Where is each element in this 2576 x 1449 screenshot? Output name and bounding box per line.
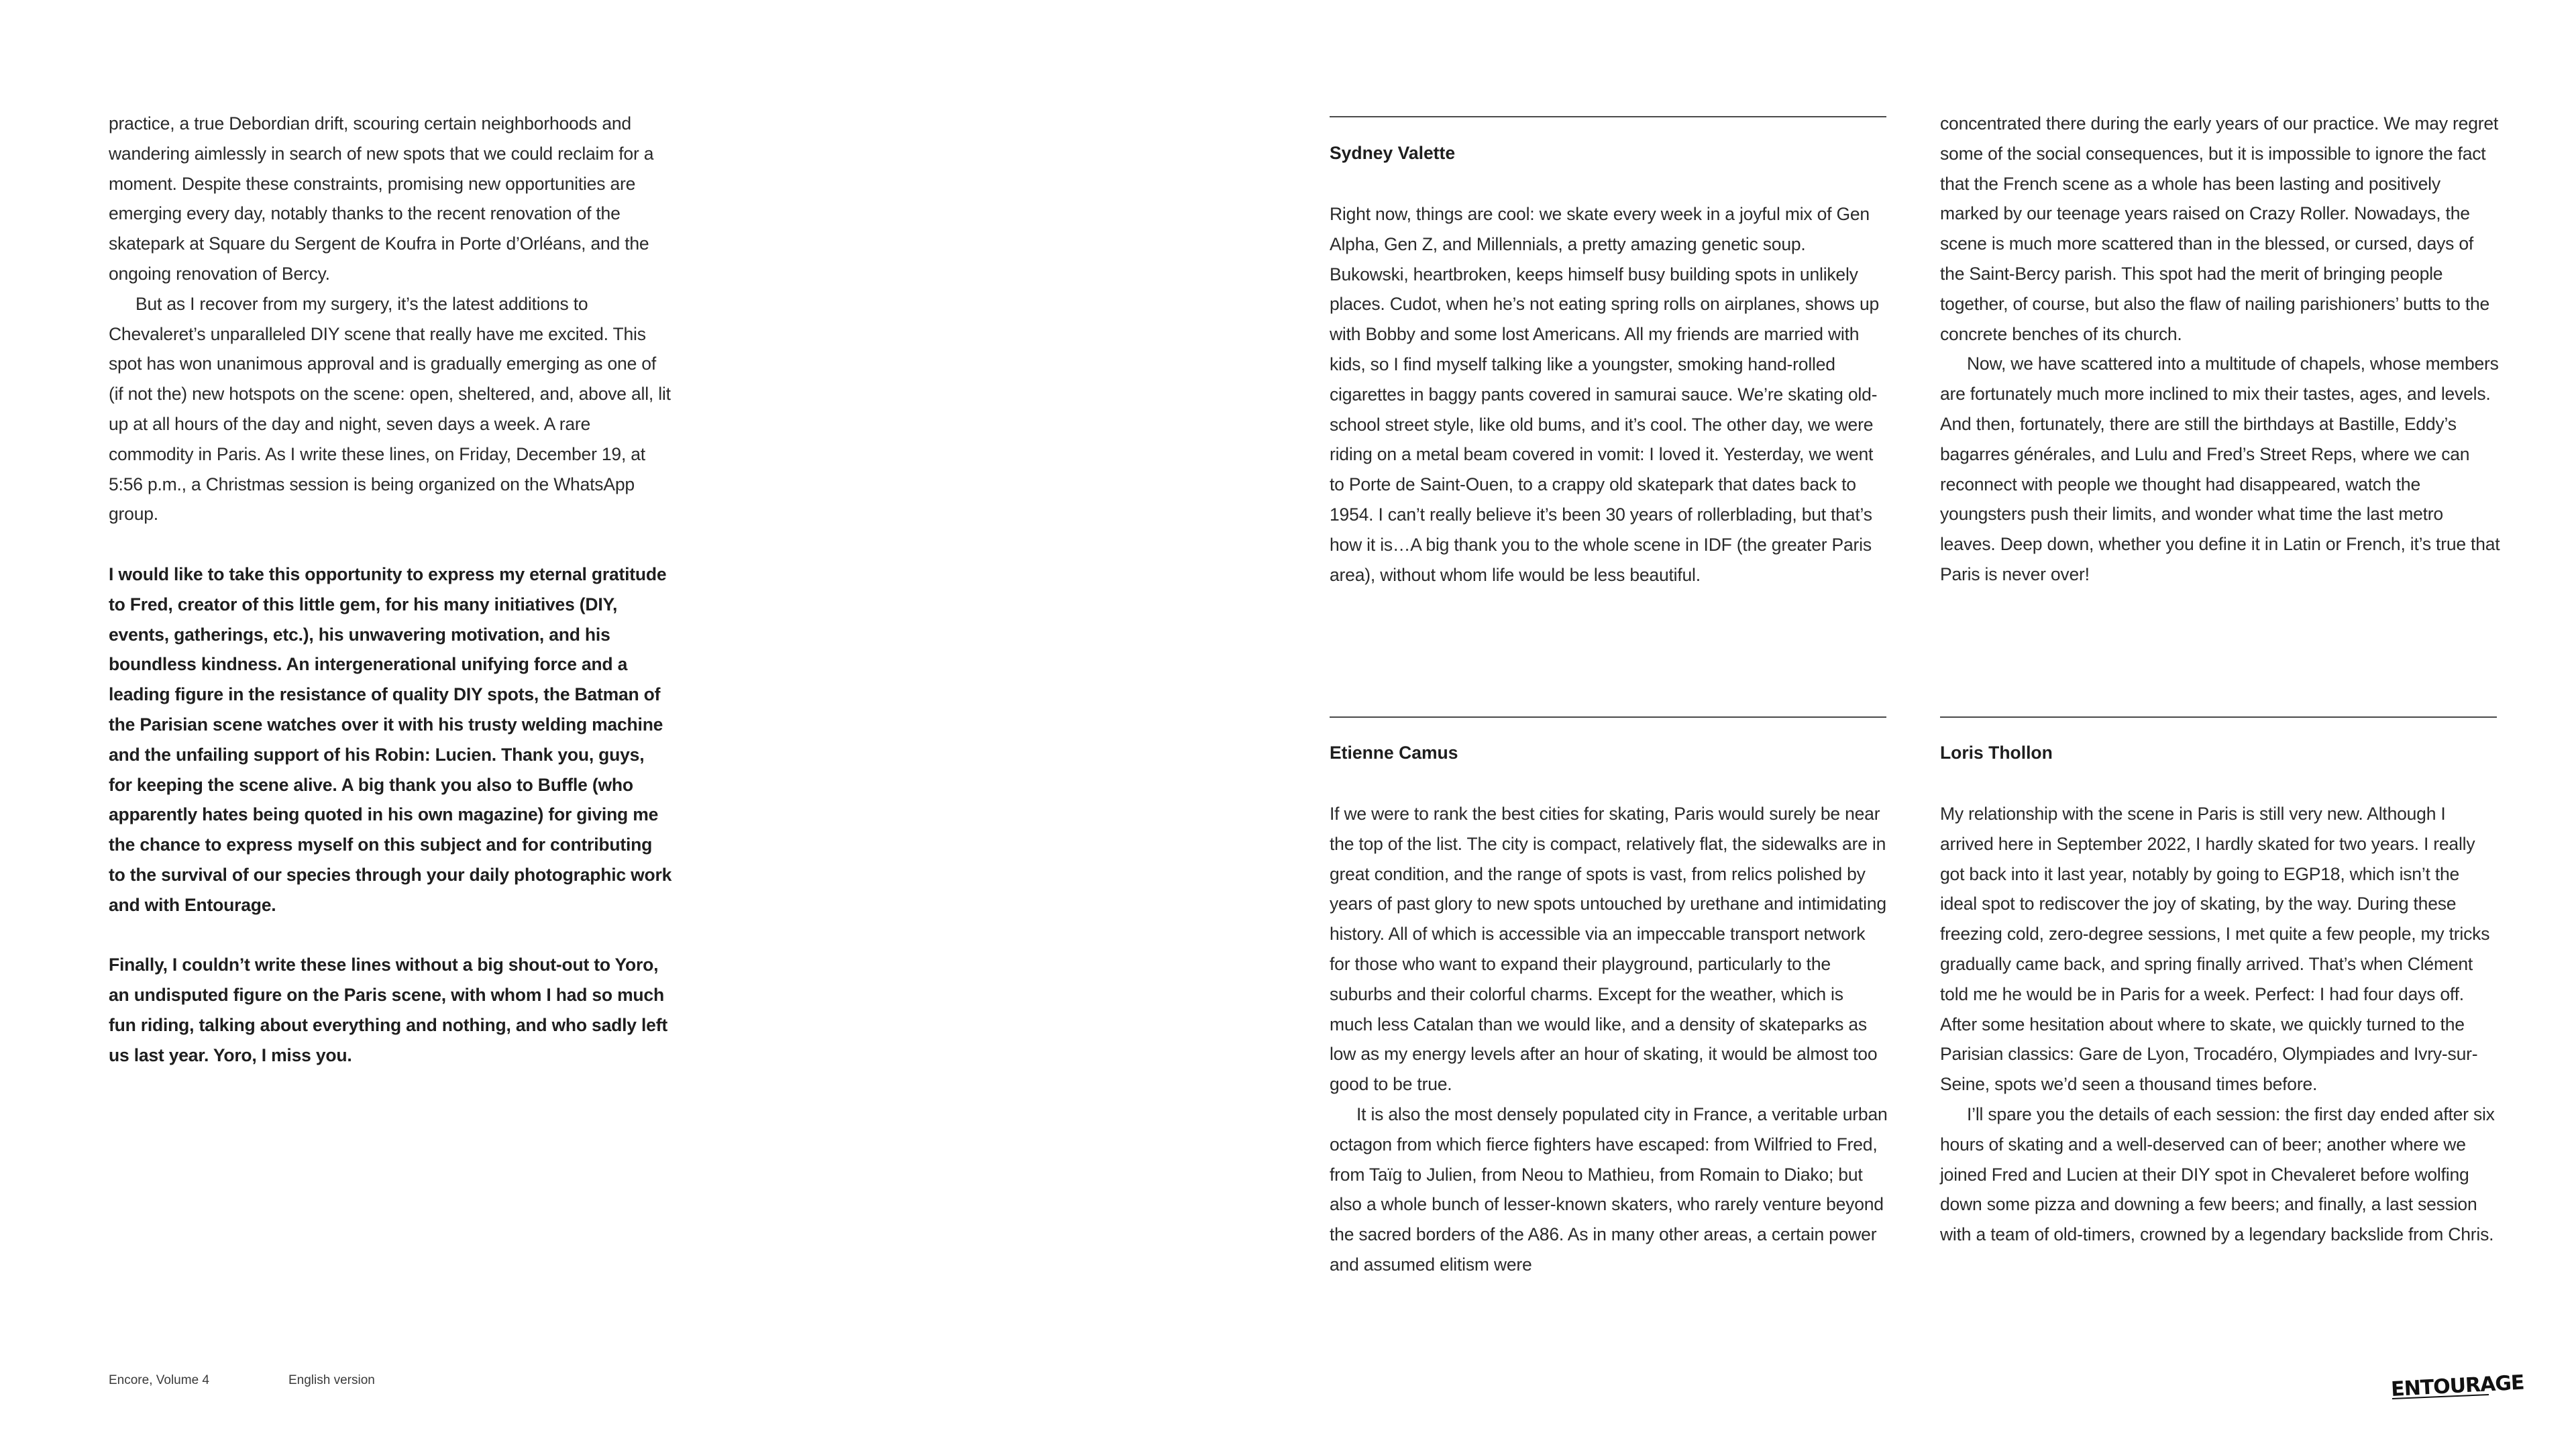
left-paragraph-1: practice, a true Debordian drift, scouring certain neighborhoods and wandering aimlessly in search of new spots that we could reclaim for a moment. Despite these constraints, promising new opportunities are emerging every day, notably thanks to the recent renovation of the skatepark at Square du Sergent de Koufra in Porte d’Orléans, and the ongoing renovation of Bercy. bbox=[109, 113, 654, 284]
author-name-loris: Loris Thollon bbox=[1940, 743, 2053, 763]
footer-publication: Encore, Volume 4 bbox=[109, 1373, 209, 1387]
acknowledgment-paragraph: I would like to take this opportunity to express my eternal gratitude to Fred, creator of this little gem, for his many initiatives (DIY, events, gatherings, etc.), his unwavering motivation, and his boundless kindness. An intergenerational unifying force and a leading figure in the resistance of quality DIY spots, the Batman of the Parisian scene watches over it with his trusty welding machine and the unfailing support of his Robin: Lucien. Thank you, guys, for keeping the scene alive. A big thank you also to Buffle (who apparently hates being quoted in his own magazine) for giving me the chance to express myself on this subject and for contributing to the survival of our species through your daily photographic work and with Entourage. bbox=[109, 564, 672, 915]
footer-edition: English version bbox=[288, 1373, 375, 1387]
etienne-paragraph-1: If we were to rank the best cities for skating, Paris would surely be near the top of the list. The city is compact, relatively flat, the sidewalks are in great condition, and the range of spots is vast, from relics polished by years of past glory to new spots untouched by urethane and intimidating history. All of which is accessible via an impeccable transport network for those who want to expand their playground, particularly to the suburbs and their colorful charms. Except for the weather, which is much less Catalan than we would like, and a density of skateparks as low as my energy levels after an hour of skating, it would be almost too good to be true. bbox=[1330, 804, 1886, 1095]
right-top-paragraph-2: Now, we have scattered into a multitude of chapels, whose members are fortunately much more inclined to mix their tastes, ages, and levels. And then, fortunately, there are still the birthdays at Bastille, Eddy’s bagarres générales, and Lulu and Fred’s Street Reps, where we can reconnect with people we thought had disappeared, watch the youngsters push their limits, and wonder what time the last metro leaves. Deep down, whether you define it in Latin or French, it’s true that Paris is never over! bbox=[1940, 354, 2500, 584]
sydney-paragraph: Right now, things are cool: we skate every week in a joyful mix of Gen Alpha, Gen Z, and Millennials, a pretty amazing genetic soup. Bukowski, heartbroken, keeps himself busy building spots in unlikely places. Cudot, when he’s not eating spring rolls on airplanes, shows up with Bobby and some lost Americans. All my friends are married with kids, so I find myself talking like a youngster, smoking hand-rolled cigarettes in baggy pants covered in samurai sauce. We’re skating old-school street style, like old bums, and it’s cool. The other day, we were riding on a metal beam covered in vomit: I loved it. Yesterday, we went to Porte de Saint-Ouen, to a crappy old skatepark that dates back to 1954. I can’t really believe it’s been 30 years of rollerblading, but that’s how it is…A big thank you to the whole scene in IDF (the greater Paris area), without whom life would be less beautiful. bbox=[1330, 204, 1880, 585]
entourage-logo bbox=[2388, 1364, 2525, 1405]
author-name-etienne: Etienne Camus bbox=[1330, 743, 1458, 763]
section-divider-etienne bbox=[1330, 716, 1886, 718]
right-top-paragraph-1: concentrated there during the early years of our practice. We may regret some of the social consequences, but it is impossible to ignore the fact that the French scene as a whole has been lasting and positively marked by our teenage years raised on Crazy Roller. Nowadays, the scene is much more scattered than in the blessed, or cursed, days of the Saint-Bercy parish. This spot had the merit of bringing people together, of course, but also the flaw of nailing parishioners’ butts to the concrete benches of its church. bbox=[1940, 113, 2499, 344]
etienne-text bbox=[1330, 799, 1888, 1280]
loris-paragraph-2: I’ll spare you the details of each session: the first day ended after six hours of skating and a well-deserved can of beer; another where we joined Fred and Lucien at their DIY spot in Chevaleret before wolfing down some pizza and downing a few beers; and finally, a last session with a team of old-timers, crowned by a legendary backslide from Chris. bbox=[1940, 1104, 2495, 1245]
logo-wordmark: ENTOURAGE bbox=[2390, 1371, 2525, 1401]
right-top-column bbox=[1940, 109, 2500, 590]
section-divider-sydney bbox=[1330, 116, 1886, 117]
left-paragraph-2: But as I recover from my surgery, it’s the latest additions to Chevaleret’s unparalleled DIY scene that really have me excited. This spot has won unanimous approval and is gradually emerging as one of (if not the) new hotspots on the scene: open, sheltered, and, above all, lit up at all hours of the day and night, seven days a week. A rare commodity in Paris. As I write these lines, on Friday, December 19, at 5:56 p.m., a Christmas session is being organized on the WhatsApp group. bbox=[109, 293, 671, 525]
sydney-text bbox=[1330, 199, 1888, 590]
loris-paragraph-1: My relationship with the scene in Paris is still very new. Although I arrived here in September 2022, I hardly skated for two years. I really got back into it last year, notably by going to EGP18, which isn’t the ideal spot to rediscover the joy of skating, by the way. During these freezing cold, zero-degree sessions, I met quite a few people, my tricks gradually came back, and spring finally arrived. That’s when Clément told me he would be in Paris for a week. Perfect: I had four days off. After some hesitation about where to skate, we quickly turned to the Parisian classics: Gare de Lyon, Trocadéro, Olympiades and Ivry-sur-Seine, spots we’d seen a thousand times before. bbox=[1940, 804, 2490, 1095]
left-column bbox=[109, 109, 672, 1071]
etienne-paragraph-2: It is also the most densely populated city in France, a veritable urban octagon from which fierce fighters have escaped: from Wilfried to Fred, from Taïg to Julien, from Neou to Mathieu, from Romain to Diako; but also a whole bunch of lesser-known skaters, who rarely venture beyond the sacred borders of the A86. As in many other areas, a certain power and assumed elitism were bbox=[1330, 1104, 1888, 1275]
shout-out-paragraph: Finally, I couldn’t write these lines without a big shout-out to Yoro, an undisputed figure on the Paris scene, with whom I had so much fun riding, talking about everything and nothing, and who sadly left us last year. Yoro, I miss you. bbox=[109, 955, 667, 1065]
loris-text bbox=[1940, 799, 2500, 1250]
author-name-sydney: Sydney Valette bbox=[1330, 143, 1456, 163]
section-divider-loris bbox=[1940, 716, 2497, 718]
